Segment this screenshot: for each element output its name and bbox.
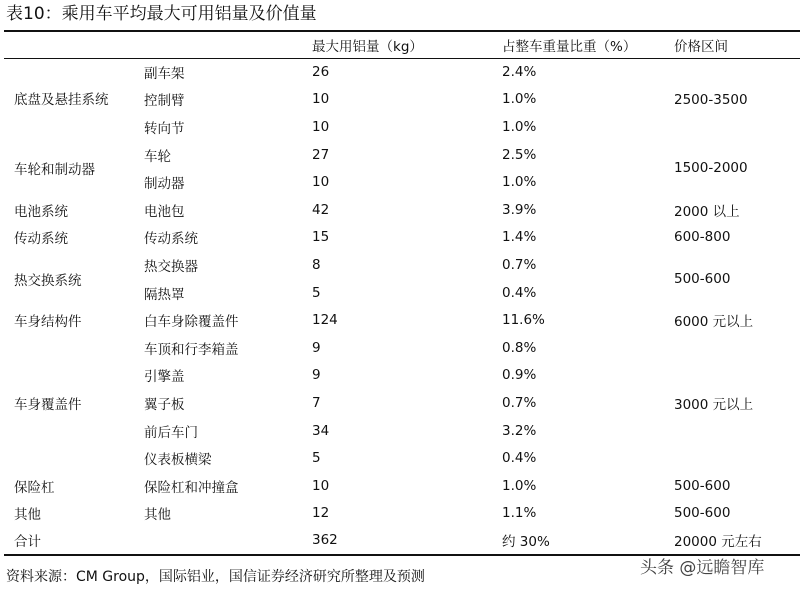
price-cell: 3000 元以上	[674, 396, 754, 413]
part-cell: 隔热罩	[144, 286, 185, 303]
table-row	[4, 58, 800, 86]
system-cell: 电池系统	[14, 203, 68, 220]
part-cell	[144, 527, 312, 555]
part-cell: 翼子板	[144, 396, 185, 413]
pct-cell: 0.9%	[502, 367, 537, 384]
kg-cell: 10	[312, 118, 330, 135]
part-cell: 热交换器	[144, 258, 198, 275]
part-cell: 仪表板横梁	[144, 452, 212, 469]
price-cell: 600-800	[674, 229, 731, 246]
table-row	[4, 306, 800, 334]
pct-cell: 2.4%	[502, 64, 537, 81]
aluminum-usage-table	[4, 30, 800, 556]
system-cell: 车轮和制动器	[14, 162, 95, 179]
pct-cell: 1.0%	[502, 174, 537, 191]
price-cell: 20000 元左右	[674, 534, 762, 551]
price-cell: 2500-3500	[674, 91, 748, 108]
kg-cell: 9	[312, 339, 321, 356]
price-cell: 6000 元以上	[674, 314, 754, 331]
system-cell: 车身结构件	[14, 314, 82, 331]
pct-cell: 1.0%	[502, 91, 537, 108]
price-cell: 500-600	[674, 505, 731, 522]
table-row	[4, 251, 800, 279]
pct-cell: 约 30%	[502, 534, 550, 551]
table-row	[4, 500, 800, 528]
source-note: 资料来源：CM Group，国际铝业，国信证券经济研究所整理及预测	[6, 569, 425, 585]
header-system	[4, 31, 144, 58]
kg-cell: 9	[312, 367, 321, 384]
header-part	[144, 31, 312, 58]
kg-cell: 7	[312, 394, 321, 411]
kg-cell: 124	[312, 312, 338, 329]
kg-cell: 15	[312, 229, 330, 246]
pct-cell: 0.7%	[502, 256, 537, 273]
pct-cell: 1.1%	[502, 505, 537, 522]
price-cell: 500-600	[674, 477, 731, 494]
part-cell: 传动系统	[144, 231, 198, 248]
kg-cell: 362	[312, 532, 338, 549]
part-cell: 车轮	[144, 148, 171, 165]
pct-cell: 1.0%	[502, 477, 537, 494]
system-cell: 合计	[14, 534, 41, 551]
part-cell: 保险杠和冲撞盒	[144, 479, 239, 496]
part-cell: 引擎盖	[144, 369, 185, 386]
pct-cell: 1.0%	[502, 118, 537, 135]
part-cell: 白车身除覆盖件	[144, 314, 239, 331]
kg-cell: 8	[312, 256, 321, 273]
watermark: 头条 @远瞻智库	[640, 558, 765, 578]
pct-cell: 11.6%	[502, 312, 545, 329]
table-row	[4, 472, 800, 500]
kg-cell: 12	[312, 505, 330, 522]
system-cell: 车身覆盖件	[14, 396, 82, 413]
kg-cell: 26	[312, 64, 330, 81]
pct-cell: 0.4%	[502, 284, 537, 301]
price-cell: 2000 以上	[674, 203, 740, 220]
part-cell: 其他	[144, 507, 171, 524]
system-cell: 保险杠	[14, 479, 55, 496]
system-cell: 传动系统	[14, 231, 68, 248]
part-cell: 控制臂	[144, 93, 185, 110]
kg-cell: 5	[312, 450, 321, 467]
table-row	[4, 224, 800, 252]
part-cell: 前后车门	[144, 424, 198, 441]
table-row	[4, 527, 800, 555]
system-cell: 其他	[14, 507, 41, 524]
part-cell: 车顶和行李箱盖	[144, 341, 239, 358]
header-pct: 占整车重量比重（%）	[502, 38, 637, 55]
kg-cell: 34	[312, 422, 330, 439]
header-price: 价格区间	[674, 38, 728, 55]
part-cell: 副车架	[144, 66, 185, 83]
system-cell: 热交换系统	[14, 272, 82, 289]
pct-cell: 3.9%	[502, 201, 537, 218]
table-title: 表10：乘用车平均最大可用铝量及价值量	[6, 4, 317, 24]
pct-cell: 0.7%	[502, 394, 537, 411]
kg-cell: 10	[312, 174, 330, 191]
part-cell: 转向节	[144, 120, 185, 137]
price-cell: 500-600	[674, 270, 731, 287]
table-row	[4, 196, 800, 224]
pct-cell: 0.8%	[502, 339, 537, 356]
kg-cell: 42	[312, 201, 330, 218]
price-cell: 1500-2000	[674, 160, 748, 177]
table-row	[4, 141, 800, 169]
table-row	[4, 334, 800, 362]
kg-cell: 27	[312, 146, 330, 163]
kg-cell: 10	[312, 91, 330, 108]
pct-cell: 0.4%	[502, 450, 537, 467]
pct-cell: 3.2%	[502, 422, 537, 439]
pct-cell: 1.4%	[502, 229, 537, 246]
part-cell: 电池包	[144, 203, 185, 220]
pct-cell: 2.5%	[502, 146, 537, 163]
part-cell: 制动器	[144, 176, 185, 193]
header-kg: 最大用铝量（kg）	[312, 38, 423, 55]
system-cell: 底盘及悬挂系统	[14, 91, 109, 108]
kg-cell: 10	[312, 477, 330, 494]
kg-cell: 5	[312, 284, 321, 301]
table-header-row	[4, 31, 800, 58]
